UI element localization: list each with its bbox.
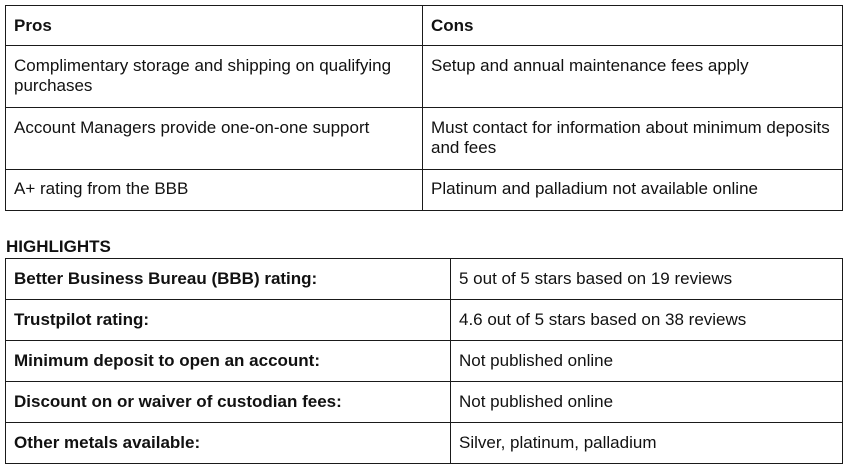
pro-cell: Account Managers provide one-on-one support <box>6 108 423 170</box>
con-cell: Setup and annual maintenance fees apply <box>423 46 843 108</box>
table-row <box>6 170 843 211</box>
highlights-title: HIGHLIGHTS <box>6 237 111 256</box>
pros-cons-header-row <box>6 6 843 46</box>
highlight-label: Trustpilot rating: <box>6 300 451 341</box>
con-cell: Must contact for information about minimum deposits and fees <box>423 108 843 170</box>
table-row <box>6 259 843 300</box>
highlights-table <box>5 258 843 464</box>
highlight-value: 4.6 out of 5 stars based on 38 reviews <box>451 300 843 341</box>
pro-cell: A+ rating from the BBB <box>6 170 423 211</box>
table-row <box>6 423 843 464</box>
cons-header: Cons <box>423 6 843 46</box>
highlight-label: Minimum deposit to open an account: <box>6 341 451 382</box>
highlight-label: Discount on or waiver of custodian fees: <box>6 382 451 423</box>
highlight-label: Better Business Bureau (BBB) rating: <box>6 259 451 300</box>
highlight-value: Not published online <box>451 341 843 382</box>
pros-cons-table <box>5 5 843 211</box>
table-row <box>6 300 843 341</box>
highlight-value: Silver, platinum, palladium <box>451 423 843 464</box>
table-row <box>6 382 843 423</box>
pros-header: Pros <box>6 6 423 46</box>
highlight-label: Other metals available: <box>6 423 451 464</box>
table-row <box>6 341 843 382</box>
con-cell: Platinum and palladium not available online <box>423 170 843 211</box>
pro-cell: Complimentary storage and shipping on qualifying purchases <box>6 46 423 108</box>
highlight-value: Not published online <box>451 382 843 423</box>
table-row <box>6 108 843 170</box>
highlight-value: 5 out of 5 stars based on 19 reviews <box>451 259 843 300</box>
table-row <box>6 46 843 108</box>
